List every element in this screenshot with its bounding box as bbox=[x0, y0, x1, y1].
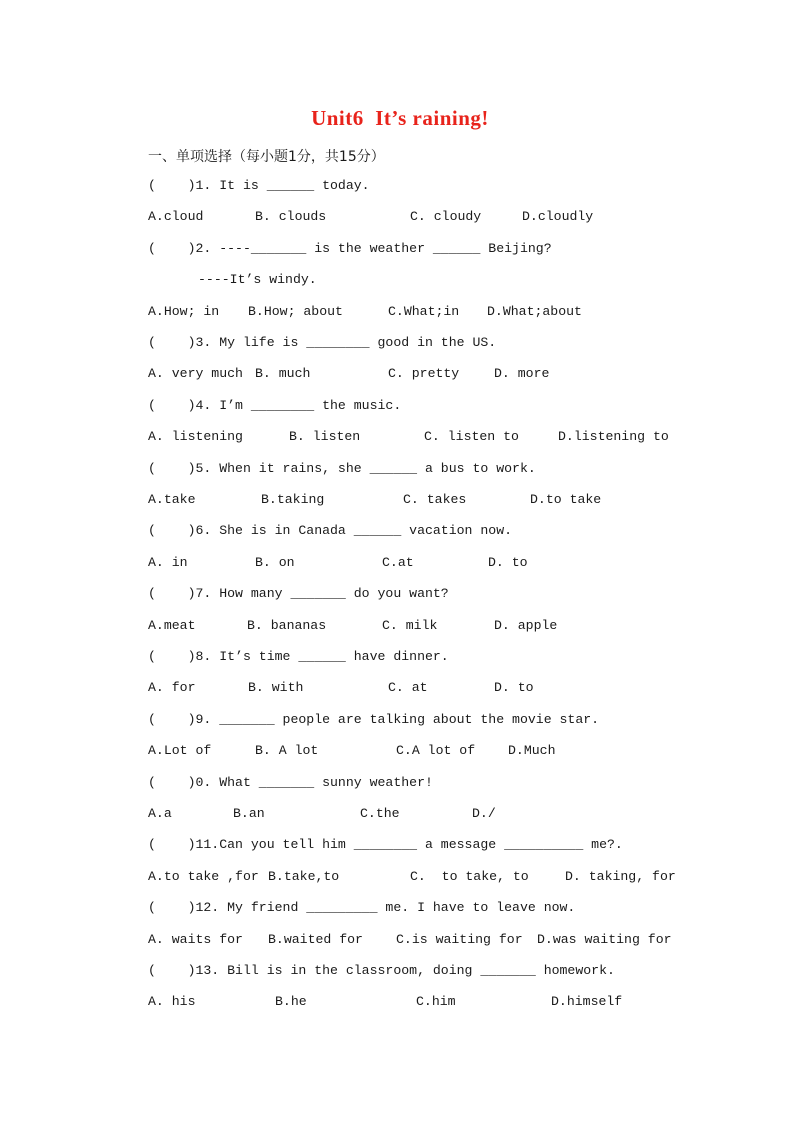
answer-option: A.Lot of bbox=[148, 743, 212, 759]
answer-option: C. listen to bbox=[424, 429, 519, 445]
answer-option: C.is waiting for bbox=[396, 931, 523, 947]
answer-option: B.taking bbox=[261, 492, 325, 507]
question-answer-line: ----It’s windy. bbox=[198, 272, 317, 288]
question-stem: ( )1. It is ______ today. bbox=[148, 178, 370, 193]
answer-option: A.meat bbox=[148, 617, 196, 633]
answer-option: D. taking, for bbox=[565, 868, 676, 884]
question-stem: ( )12. My friend _________ me. I have to leave now. bbox=[148, 900, 576, 916]
answer-option: A. waits for bbox=[148, 931, 243, 947]
question-stem: ( )9. _______ people are talking about the movie star. bbox=[148, 711, 600, 727]
question-stem: ( )3. My life is ________ good in the US. bbox=[148, 335, 497, 350]
answer-option: D. more bbox=[494, 366, 550, 382]
answer-option: D./ bbox=[472, 806, 496, 821]
answer-option: B. much bbox=[255, 366, 311, 382]
question-stem: ( )5. When it rains, she ______ a bus to work. bbox=[148, 460, 536, 476]
answer-option: A. listening bbox=[148, 429, 243, 445]
answer-option: D. apple bbox=[494, 617, 558, 633]
answer-option: B. on bbox=[255, 554, 295, 570]
answer-option: A.to take ,for bbox=[148, 868, 259, 884]
answer-option: B. listen bbox=[289, 429, 361, 445]
answer-option: A. in bbox=[148, 554, 188, 570]
answer-option: A.cloud bbox=[148, 209, 204, 225]
section-heading: 一、单项选择（每小题1分，共15分） bbox=[148, 149, 385, 165]
question-stem: ( )13. Bill is in the classroom, doing _______ homework. bbox=[148, 963, 615, 978]
answer-option: C. milk bbox=[382, 617, 438, 633]
answer-option: A. for bbox=[148, 680, 196, 696]
answer-option: D.What;about bbox=[487, 303, 582, 319]
question-stem: ( )4. I’m ________ the music. bbox=[148, 397, 402, 413]
answer-option: C. pretty bbox=[388, 366, 460, 382]
answer-option: D.himself bbox=[551, 994, 623, 1010]
answer-option: B. bananas bbox=[247, 617, 327, 633]
question-stem: ( )7. How many _______ do you want? bbox=[148, 586, 449, 602]
answer-option: B.he bbox=[275, 994, 307, 1010]
question-stem: ( )2. ----_______ is the weather ______ Beijing? bbox=[148, 240, 552, 256]
question-stem: ( )6. She is in Canada ______ vacation now. bbox=[148, 523, 513, 539]
answer-option: D.Much bbox=[508, 743, 556, 759]
answer-option: C. cloudy bbox=[410, 209, 482, 225]
question-stem: ( )8. It’s time ______ have dinner. bbox=[148, 649, 449, 664]
answer-option: B.take,to bbox=[268, 868, 340, 884]
answer-option: C.at bbox=[382, 554, 414, 570]
answer-option: B. clouds bbox=[255, 209, 327, 225]
answer-option: D.was waiting for bbox=[537, 931, 672, 947]
answer-option: D.to take bbox=[530, 492, 602, 507]
question-stem: ( )0. What _______ sunny weather! bbox=[148, 774, 433, 790]
answer-option: C.A lot of bbox=[396, 743, 476, 759]
answer-option: B. A lot bbox=[255, 743, 319, 759]
answer-option: A. very much bbox=[148, 366, 243, 382]
answer-option: C. takes bbox=[403, 492, 467, 507]
answer-option: A.a bbox=[148, 806, 172, 821]
answer-option: B. with bbox=[248, 680, 304, 696]
answer-option: B.How; about bbox=[248, 303, 343, 319]
question-stem: ( )11.Can you tell him ________ a message __________ me?. bbox=[148, 837, 623, 853]
answer-option: C. to take, to bbox=[410, 868, 529, 884]
answer-option: C.him bbox=[416, 994, 456, 1010]
answer-option: C. at bbox=[388, 680, 428, 696]
answer-option: A. his bbox=[148, 994, 196, 1010]
answer-option: D. to bbox=[488, 554, 528, 570]
answer-option: B.waited for bbox=[268, 931, 363, 947]
page-title: Unit6 It’s raining! bbox=[311, 106, 489, 130]
answer-option: B.an bbox=[233, 806, 265, 821]
answer-option: C.the bbox=[360, 806, 400, 821]
answer-option: A.How; in bbox=[148, 303, 220, 319]
answer-option: D.cloudly bbox=[522, 209, 594, 225]
answer-option: C.What;in bbox=[388, 303, 460, 319]
answer-option: A.take bbox=[148, 492, 196, 507]
answer-option: D. to bbox=[494, 680, 534, 696]
answer-option: D.listening to bbox=[558, 429, 669, 445]
